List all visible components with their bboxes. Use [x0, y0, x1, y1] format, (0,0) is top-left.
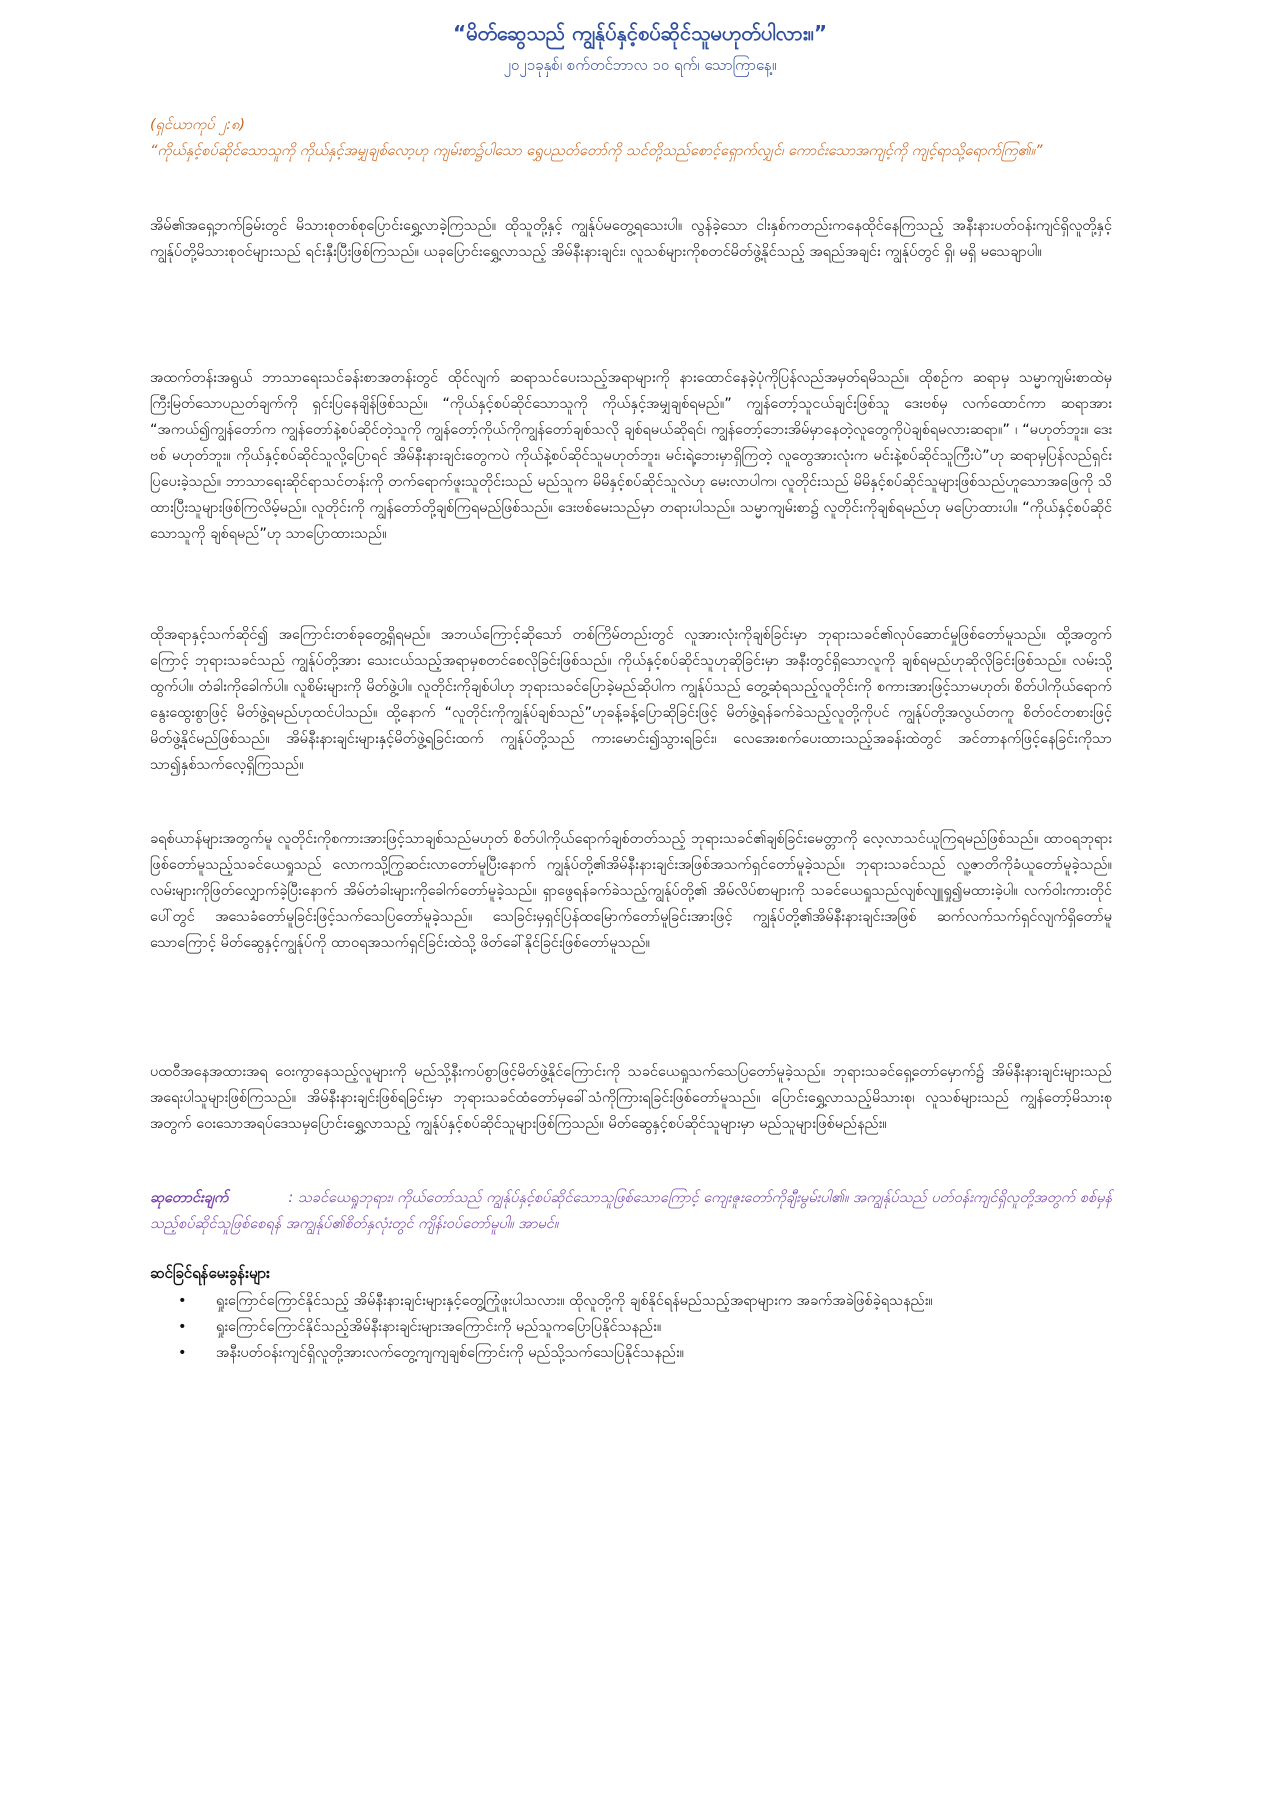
- prayer-label: ဆုတောင်းချက်: [150, 1190, 229, 1206]
- verse-text: “ကိုယ်နှင့်စပ်ဆိုင်သောသူကို ကိုယ်နှင့်အမျှချစ်လော့ဟု ကျမ်းစာ၌ပါသော ရွှေပညတ်တော်ကို သင်တို့သည်စောင့်ရှောက်လျှင်၊ ကောင်းသောအကျင့်ကို ကျင့်ရာသို့ရောက်ကြ၏။”: [150, 143, 1043, 159]
- question-text: ရှုးကြောင်ကြောင်နိုင်သည့်အိမ်နီးနားချင်းများအကြောင်းကို မည်သူကပြောပြနိုင်သနည်း။: [216, 1319, 662, 1335]
- body-paragraph-5: ပထဝီအနေအထားအရ ဝေးကွာနေသည့်လူများကို မည်သို့နီးကပ်စွာဖြင့်မိတ်ဖွဲ့နိုင်ကြောင်းကို သခင်ယေရှုသက်သေပြတော်မူခဲ့သည်။ ဘုရားသခင်ရှေ့တော်မှောက်၌ အိမ်နီးနားချင်းများသည် အရေးပါသူများဖြစ်ကြသည်။ အိမ်နီးနားချင်းဖြစ်ရခြင်းမှာ ဘုရားသခင်ထံတော်မှခေါ်သံကိုကြားရခြင်းဖြစ်တော်မူသည်။ ပြောင်းရွှေ့လာသည့်မိသားစု၊ လူသစ်များသည် ကျွန်တော့်မိသားစုအတွက် ဝေးသောအရပ်ဒေသမှပြောင်းရွှေ့လာသည့် ကျွန်ုပ်နှင့်စပ်ဆိုင်သူများဖြစ်ကြသည်။ မိတ်ဆွေနှင့်စပ်ဆိုင်သူများမှာ မည်သူများဖြစ်မည်နည်း။: [150, 1064, 1112, 1132]
- page-title: “မိတ်ဆွေသည် ကျွန်ုပ်နှင့်စပ်ဆိုင်သူမဟုတ်ပါလား။”: [453, 21, 827, 45]
- questions-list: [150, 1288, 1112, 1366]
- bullet-icon: •: [178, 1319, 187, 1335]
- bullet-icon: •: [178, 1345, 187, 1361]
- bullet-icon: •: [178, 1293, 187, 1309]
- verse-reference: (ရှင်ယာကုပ် ၂:၈): [150, 117, 246, 133]
- body-paragraph-1: အိမ်၏အရှေ့ဘက်ခြမ်းတွင် မိသားစုတစ်စုပြောင်းရွှေ့လာခဲ့ကြသည်။ ထိုသူတို့နှင့် ကျွန်ုပ်မတွေ့ရသေးပါ။ လွန်ခဲ့သော ငါးနှစ်ကတည်းကနေထိုင်နေကြသည့် အနီးနားပတ်ဝန်းကျင်ရှိလူတို့နှင့် ကျွန်ုပ်တို့မိသားစုဝင်များသည် ရင်းနှီးပြီးဖြစ်ကြသည်။ ယခုပြောင်းရွှေ့လာသည့် အိမ်နီးနားချင်း၊ လူသစ်များကိုစတင်မိတ်ဖွဲ့နိုင်သည့် အရည်အချင်း ကျွန်ုပ်တွင် ရှိ၊ မရှိ မသေချာပါ။: [150, 218, 1112, 260]
- list-item: [178, 1340, 1112, 1366]
- prayer-text: : သခင်ယေရှုဘုရား၊ ကိုယ်တော်သည် ကျွန်ုပ်နှင့်စပ်ဆိုင်သောသူဖြစ်သောကြောင့် ကျေးဇူးတော်ကိုချီးမွမ်းပါ၏။ အကျွန်ုပ်သည် ပတ်ဝန်းကျင်ရှိလူတို့အတွက် စစ်မှန်သည့်စပ်ဆိုင်သူဖြစ်စေရန် အကျွန်ုပ်၏စိတ်နှလုံးတွင် ကျိန်းဝပ်တော်မူပါ။ အာမင်။: [150, 1190, 1112, 1232]
- reflection-questions: [150, 1260, 1112, 1366]
- list-item: [178, 1288, 1112, 1314]
- questions-heading: ဆင်ခြင်ရန်မေးခွန်းများ: [150, 1264, 270, 1282]
- page-date: ၂၀၂၁ခုနှစ်၊ စက်တင်ဘာလ ၁၀ ရက်၊ သောကြာနေ့။: [503, 56, 777, 74]
- body-paragraph-2: အထက်တန်းအရွယ် ဘာသာရေးသင်ခန်းစာအတန်းတွင် ထိုင်လျက် ဆရာသင်ပေးသည့်အရာများကို နားထောင်နေခဲ့ပုံကိုပြန်လည်အမှတ်ရမိသည်။ ထိုစဉ်က ဆရာမှ သမ္မာကျမ်းစာထဲမှကြီးမြတ်သောပညတ်ချက်ကို ရှင်းပြနေချိန်ဖြစ်သည်။ “ကိုယ်နှင့်စပ်ဆိုင်သောသူကို ကိုယ်နှင့်အမျှချစ်ရမည်။” ကျွန်တော့်သူငယ်ချင်းဖြစ်သူ ဒေးဗစ်မှ လက်ထောင်ကာ ဆရာအား “အကယ်၍ကျွန်တော်က ကျွန်တော်နဲ့စပ်ဆိုင်တဲ့သူကို ကျွန်တော့်ကိုယ်ကိုကျွန်တော်ချစ်သလို ချစ်ရမယ်ဆိုရင်၊ ကျွန်တော့်ဘေးအိမ်မှာနေတဲ့လူတွေကိုပဲချစ်ရမလားဆရာ။” ၊ “မဟုတ်ဘူး။ ဒေးဗစ် မဟုတ်ဘူး။ ကိုယ်နှင့်စပ်ဆိုင်သူလို့ပြောရင် အိမ်နီးနားချင်းတွေကပဲ ကိုယ်နဲ့စပ်ဆိုင်သူမဟုတ်ဘူး၊ မင်းရဲ့ဘေးမှာရှိကြတဲ့ လူတွေအားလုံးက မင်းနဲ့စပ်ဆိုင်သူကြီးပဲ”ဟု ဆရာမှပြန်လည်ရှင်းပြပေးခဲ့သည်။ ဘာသာရေးဆိုင်ရာသင်တန်းကို တက်ရောက်ဖူးသူတိုင်းသည် မည်သူက မိမိနှင့်စပ်ဆိုင်သူလဲဟု မေးလာပါက၊ လူတိုင်းသည် မိမိနှင့်စပ်ဆိုင်သူများဖြစ်သည်ဟူသောအဖြေကို သိထားပြီးသူများဖြစ်ကြလိမ့်မည်။ လူတိုင်းကို ကျွန်တော်တို့ချစ်ကြရမည်ဖြစ်သည်။ ဒေးဗစ်မေးသည်မှာ တရားပါသည်။ သမ္မာကျမ်းစာ၌ လူတိုင်းကိုချစ်ရမည်ဟု မပြောထားပါ။ “ကိုယ်နှင့်စပ်ဆိုင်သောသူကို ချစ်ရမည်”ဟု သာပြောထားသည်။: [150, 370, 1112, 542]
- body-paragraph-3: ထိုအရာနှင့်သက်ဆိုင်၍ အကြောင်းတစ်ခုတွေ့ရှိရမည်။ အဘယ်ကြောင့်ဆိုသော် တစ်ကြိမ်တည်းတွင် လူအားလုံးကိုချစ်ခြင်းမှာ ဘုရားသခင်၏လုပ်ဆောင်မှုဖြစ်တော်မူသည်။ ထို့အတွက်ကြောင့် ဘုရားသခင်သည် ကျွန်ုပ်တို့အား သေးငယ်သည့်အရာမှစတင်စေလိုခြင်းဖြစ်သည်။ ကိုယ်နှင့်စပ်ဆိုင်သူဟုဆိုခြင်းမှာ အနီးတွင်ရှိသောလူကို ချစ်ရမည်ဟုဆိုလိုခြင်းဖြစ်သည်။ လမ်းသို့ထွက်ပါ။ တံခါးကိုခေါက်ပါ။ လူစိမ်းများကို မိတ်ဖွဲ့ပါ။ လူတိုင်းကိုချစ်ပါဟု ဘုရားသခင်ပြောခဲ့မည်ဆိုပါက ကျွန်ုပ်သည် တွေ့ဆုံရသည့်လူတိုင်းကို စကားအားဖြင့်သာမဟုတ်၊ စိတ်ပါကိုယ်ရောက်နွေးထွေးစွာဖြင့် မိတ်ဖွဲ့ရမည်ဟုထင်ပါသည်။ ထို့နောက် “လူတိုင်းကိုကျွန်ုပ်ချစ်သည်”ဟုခန့်ခန့်ပြောဆိုခြင်းဖြင့် မိတ်ဖွဲ့ရန်ခက်ခဲသည့်လူတို့ကိုပင် ကျွန်ုပ်တို့အလွယ်တကူ စိတ်ဝင်တစားဖြင့်မိတ်ဖွဲ့နိုင်မည်ဖြစ်သည်။ အိမ်နီးနားချင်းများနှင့်မိတ်ဖွဲ့ရခြင်းထက် ကျွန်ုပ်တို့သည် ကားမောင်း၍သွားရခြင်း၊ လေအေးစက်ပေးထားသည့်အခန်းထဲတွင် အင်တာနက်ဖြင့်နေခြင်းကိုသာ သာ၍နှစ်သက်လေ့ရှိကြသည်။: [150, 627, 1112, 773]
- scripture-verse: [150, 112, 1112, 164]
- question-text: ရှုးကြောင်ကြောင်နိုင်သည့် အိမ်နီးနားချင်းများနှင့်တွေ့ကြုံဖူးပါသလား။ ထိုလူတို့ကို ချစ်နိုင်ရန်မည်သည့်အရာများက အခက်အခဲဖြစ်ခဲ့ရသနည်း။: [216, 1293, 933, 1309]
- list-item: [178, 1314, 1112, 1340]
- page-header: [0, 18, 1280, 78]
- body-paragraph-4: ခရစ်ယာန်များအတွက်မူ လူတိုင်းကိုစကားအားဖြင့်သာချစ်သည်မဟုတ် စိတ်ပါကိုယ်ရောက်ချစ်တတ်သည့် ဘုရားသခင်၏ချစ်ခြင်းမေတ္တာကို လေ့လာသင်ယူကြရမည်ဖြစ်သည်။ ထာဝရဘုရားဖြစ်တော်မူသည့်သခင်ယေရှုသည် လောကသို့ကြွဆင်းလာတော်မူပြီးနောက် ကျွန်ုပ်တို့၏အိမ်နီးနားချင်းအဖြစ်အသက်ရှင်တော်မူခဲ့သည်။ ဘုရားသခင်သည် လူ့ဇာတိကိုခံယူတော်မူခဲ့သည်။ လမ်းများကိုဖြတ်လျှောက်ခဲ့ပြီးနောက် အိမ်တံခါးများကိုခေါက်တော်မူခဲ့သည်။ ရှာဖွေရန်ခက်ခဲသည့်ကျွန်ုပ်တို့၏ အိမ်လိပ်စာများကို သခင်ယေရှုသည်လျစ်လျူရှု၍မထားခဲ့ပါ။ လက်ဝါးကားတိုင်ပေါ်တွင် အသေခံတော်မူခြင်းဖြင့်သက်သေပြတော်မူခဲ့သည်။ သေခြင်းမှရှင်ပြန်ထမြောက်တော်မူခြင်းအားဖြင့် ကျွန်ုပ်တို့၏အိမ်နီးနားချင်းအဖြစ် ဆက်လက်သက်ရှင်လျက်ရှိတော်မူသောကြောင့် မိတ်ဆွေနှင့်ကျွန်ုပ်ကို ထာဝရအသက်ရှင်ခြင်းထဲသို့ ဖိတ်ခေါ်နိုင်ခြင်းဖြစ်တော်မူသည်။: [150, 831, 1112, 951]
- question-text: အနီးပတ်ဝန်းကျင်ရှိလူတို့အားလက်တွေ့ကျကျချစ်ကြောင်းကို မည်သို့သက်သေပြနိုင်သနည်း။: [216, 1345, 685, 1361]
- prayer-block: [150, 1185, 1112, 1237]
